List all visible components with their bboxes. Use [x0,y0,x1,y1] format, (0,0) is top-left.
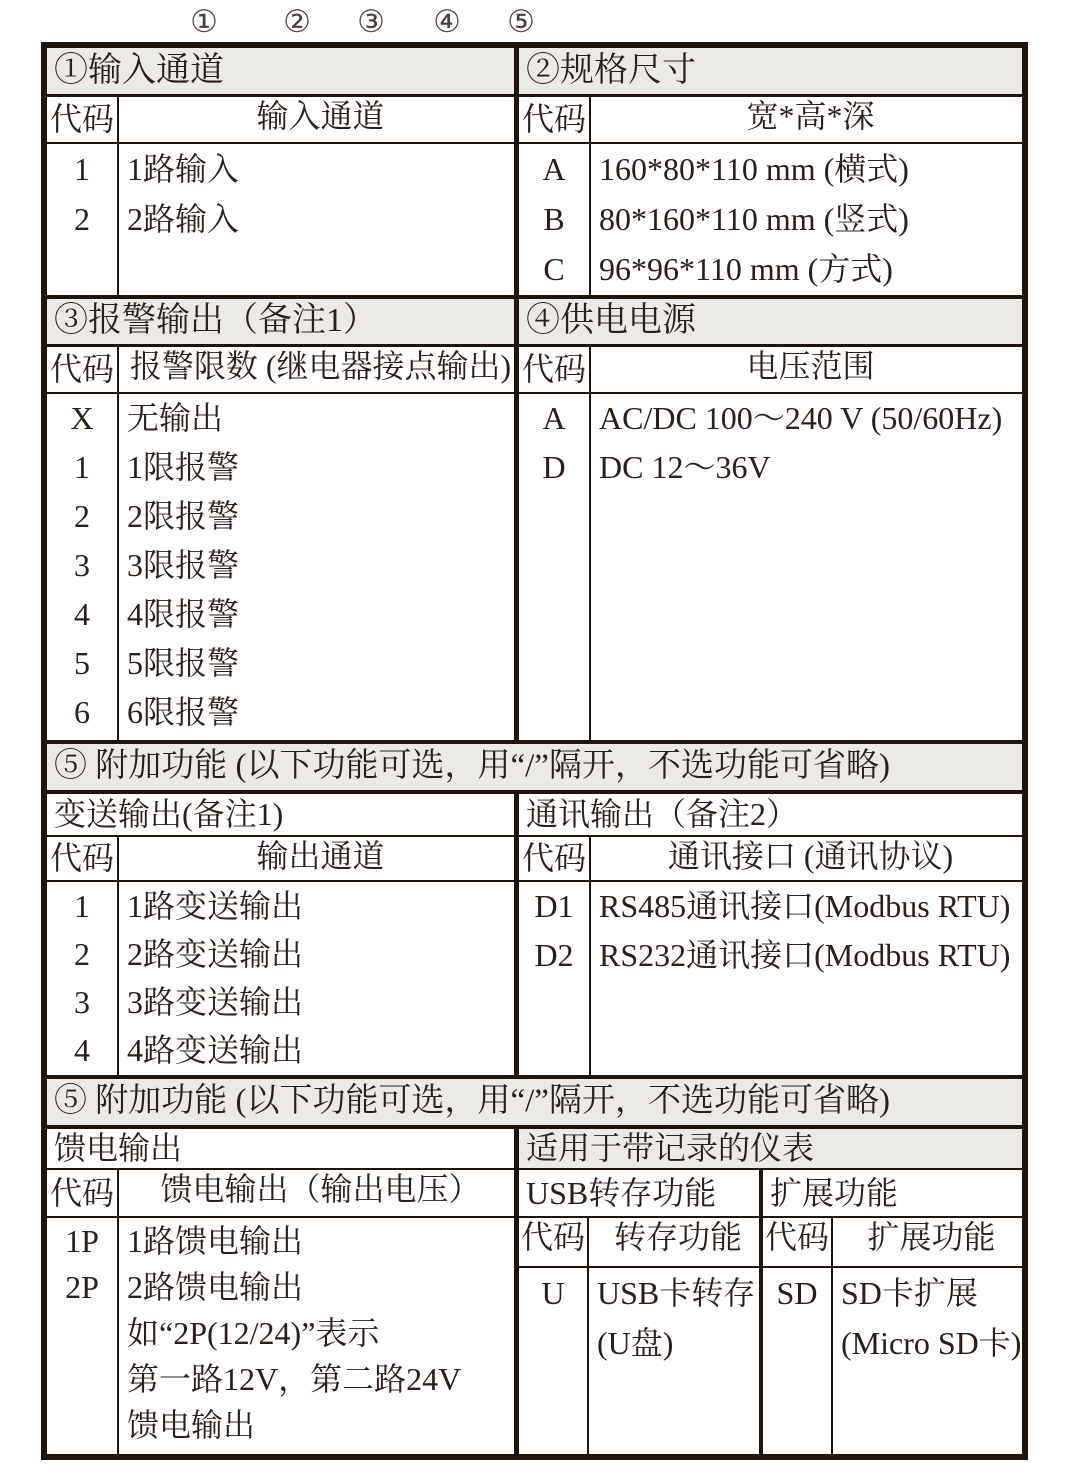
section3-values [119,394,514,740]
code-cell: 1P [65,1222,99,1259]
ext-function-title: 扩展功能 [770,1174,899,1211]
code-cell: X [70,400,94,437]
code-cell: B [543,200,565,237]
section1-codes [47,144,119,295]
value-cell: (U盘) [597,1324,674,1361]
ruler-number-3: ③ [357,4,385,39]
code-cell: 5 [74,645,90,682]
value-cell: DC 12～36V [599,449,771,486]
value-cell: 1路馈电输出 [127,1222,304,1259]
section5-banner-2 [47,1075,1022,1125]
code-cell: 4 [74,596,90,633]
code-cell: 1 [74,887,90,924]
value-cell: 2限报警 [127,498,240,535]
value-cell: RS232通讯接口(Modbus RTU) [599,937,1011,974]
section1-code-header: 代码 [47,97,119,142]
code-cell: A [542,400,566,437]
subheader-row-2 [47,344,1022,392]
ext-value-header: 扩展功能 [867,1219,996,1255]
comm-value-header: 通讯接口 (通讯协议) [667,838,954,874]
value-cell: 5限报警 [127,645,240,682]
value-cell: 96*96*110 mm (方式) [599,250,893,287]
data-area-2 [47,392,1022,740]
section4-value-header: 电压范围 [746,348,875,384]
code-cell: 3 [74,983,90,1020]
value-cell: 2路输入 [127,200,240,237]
code-cell: 2 [74,935,90,972]
section5-banner-1 [47,740,1022,790]
record-code-header-row [519,1218,1022,1268]
code-cell: 1 [74,449,90,486]
section1-title: ①输入通道 [54,51,224,89]
feed-output-block [47,1129,514,1454]
value-cell: 1路变送输出 [127,887,304,924]
ext-code-header: 代码 [763,1218,833,1266]
section4-values [591,394,1022,740]
value-cell: 2路馈电输出 [127,1268,304,1305]
usb-code-header: 代码 [519,1218,589,1266]
section2-code-header: 代码 [519,97,591,142]
section3-code-header: 代码 [47,347,119,392]
feed-data [47,1218,514,1454]
value-cell: 2路变送输出 [127,935,304,972]
feed-code-header: 代码 [47,1170,119,1216]
record-data [519,1268,1022,1454]
code-cell: 2 [74,498,90,535]
value-cell: 1路输入 [127,150,240,187]
transmit-code-header: 代码 [47,837,119,880]
section-header-row-2 [47,295,1022,344]
ruler-number-1: ① [190,4,218,39]
transmit-values [119,882,514,1075]
value-cell: 第一路12V，第二路24V [127,1360,462,1397]
value-cell: RS485通讯接口(Modbus RTU) [599,888,1011,925]
ruler-number-4: ④ [433,4,461,39]
code-cell: D2 [534,937,574,974]
usb-value-header: 转存功能 [613,1219,742,1255]
feed-value-header: 馈电输出（输出电压） [160,1171,481,1207]
section1-values [119,144,514,295]
code-cell: U [541,1274,565,1311]
feed-codes [47,1218,119,1454]
section3-title: ③报警输出（备注1） [54,302,377,340]
subheader-row-3 [47,835,1022,880]
feed-values [119,1218,514,1454]
usb-codes [519,1268,589,1454]
feed-output-title: 馈电输出 [47,1129,514,1170]
ext-codes [763,1268,833,1454]
value-cell: 3限报警 [127,547,240,584]
subsection-title-row [47,790,1022,835]
section2-values [591,144,1022,295]
spec-table [41,42,1028,1460]
section5-banner-text: ⑤ 附加功能 (以下功能可选，用“/”隔开，不选功能可省略) [54,1083,890,1120]
section2-codes [519,144,591,295]
value-cell: 160*80*110 mm (横式) [599,150,909,187]
value-cell: 3路变送输出 [127,983,304,1020]
record-title: 适用于带记录的仪表 [519,1129,1022,1170]
value-cell: 如“2P(12/24)”表示 [127,1314,380,1351]
code-cell: D [542,449,566,486]
data-area-1 [47,142,1022,295]
value-cell: 4路变送输出 [127,1031,304,1068]
code-cell: A [542,150,566,187]
transmit-value-header: 输出通道 [256,838,385,874]
record-block [514,1129,1022,1454]
code-cell: 2 [74,200,90,237]
value-cell: USB卡转存 [597,1274,756,1311]
value-cell: SD卡扩展 [841,1274,978,1311]
value-cell: (Micro SD卡) [841,1324,1022,1361]
subheader-row-1 [47,94,1022,142]
data-area-3 [47,880,1022,1075]
section1-value-header: 输入通道 [256,98,385,134]
usb-values [589,1268,759,1454]
section2-title: ②规格尺寸 [526,51,696,89]
code-cell: SD [776,1274,818,1311]
code-cell: 1 [74,150,90,187]
code-cell: 3 [74,547,90,584]
value-cell: AC/DC 100～240 V (50/60Hz) [599,400,1003,437]
ruler-number-2: ② [283,4,311,39]
record-subtitle-row [519,1170,1022,1218]
value-cell: 无输出 [127,400,224,437]
comm-code-header: 代码 [519,837,591,880]
value-cell: 80*160*110 mm (竖式) [599,200,909,237]
feed-subheader-row [47,1170,514,1218]
section-header-row-1 [47,48,1022,94]
section3-value-header: 报警限数 (继电器接点输出) [129,348,512,384]
comm-values [591,882,1022,1075]
transmit-output-title: 变送输出(备注1) [54,796,284,833]
code-cell: D1 [534,888,574,925]
section4-title: ④供电电源 [526,302,696,340]
section3-codes [47,394,119,740]
value-cell: 馈电输出 [127,1406,256,1443]
transmit-codes [47,882,119,1075]
ruler-number-5: ⑤ [507,4,535,39]
code-cell: 4 [74,1031,90,1068]
section4-code-header: 代码 [519,347,591,392]
comm-output-title: 通讯输出（备注2） [526,796,799,833]
code-cell: 2P [65,1268,99,1305]
value-cell: 1限报警 [127,449,240,486]
section5-banner-text: ⑤ 附加功能 (以下功能可选，用“/”隔开，不选功能可省略) [54,748,890,785]
bottom-section [47,1125,1022,1454]
value-cell: 6限报警 [127,694,240,731]
code-cell: 6 [74,694,90,731]
section2-value-header: 宽*高*深 [746,98,875,134]
ext-values [833,1268,1022,1454]
section4-codes [519,394,591,740]
usb-function-title: USB转存功能 [526,1174,717,1211]
value-cell: 4限报警 [127,596,240,633]
code-cell: C [543,250,565,287]
comm-codes [519,882,591,1075]
